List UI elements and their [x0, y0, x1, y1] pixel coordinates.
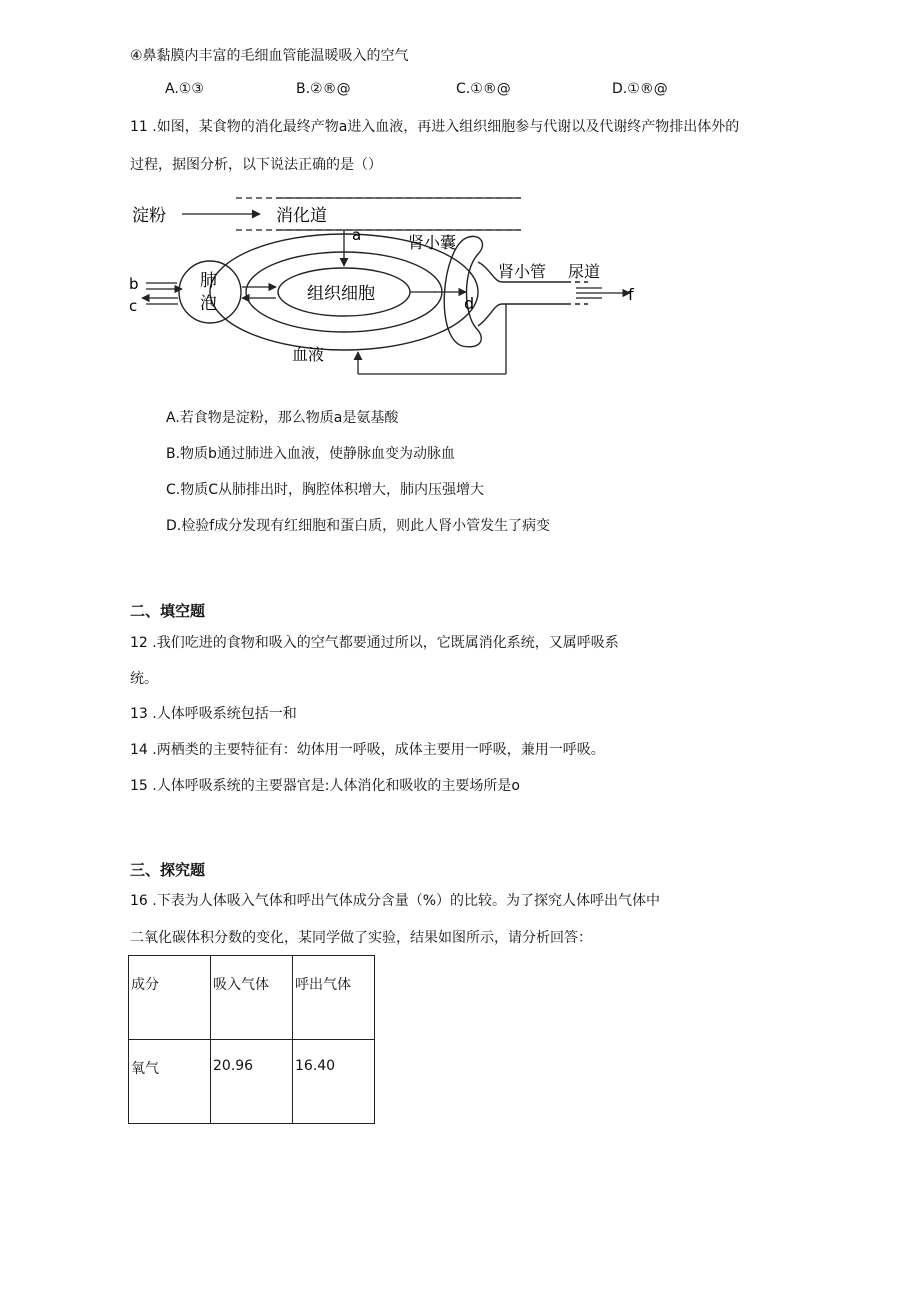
f-label: f	[628, 285, 634, 304]
table-cell: 20.96	[211, 1040, 293, 1124]
q10-option-b[interactable]: B.②®@	[296, 81, 351, 97]
urethra-label: 尿道	[568, 262, 601, 281]
q11-option-b[interactable]: B.物质b通过肺进入血液，使静脉血变为动脉血	[166, 446, 455, 462]
q11-option-d[interactable]: D.检验f成分发现有红细胞和蛋白质，则此人肾小管发生了病变	[166, 518, 551, 534]
table-header-cell: 成分	[129, 956, 211, 1040]
q10-item4: ④鼻黏膜内丰富的毛细血管能温暖吸入的空气	[130, 48, 409, 64]
q16-line2: 二氧化碳体积分数的变化，某同学做了实验，结果如图所示，请分析回答：	[130, 930, 592, 946]
q11-option-c[interactable]: C.物质C从肺排出时，胸腔体积增大，肺内压强增大	[166, 482, 484, 498]
starch-label: 淀粉	[132, 206, 166, 226]
a-label: a	[352, 226, 362, 244]
table-header-cell: 呼出气体	[293, 956, 375, 1040]
q11-option-a[interactable]: A.若食物是淀粉，那么物质a是氨基酸	[166, 410, 399, 426]
b-label: b	[129, 275, 139, 293]
digestive-tract-label: 消化道	[276, 206, 327, 226]
d-label: d	[464, 294, 475, 313]
table-row	[129, 1040, 375, 1124]
alveolus-label-2: 泡	[200, 294, 217, 314]
metabolism-diagram	[126, 190, 646, 380]
q12-line2: 统。	[130, 671, 158, 687]
q15: 15 .人体呼吸系统的主要器官是:人体消化和吸收的主要场所是o	[130, 778, 520, 794]
q11-stem-line1: 11 .如图，某食物的消化最终产物a进入血液，再进入组织细胞参与代谢以及代谢终产物排出体外的	[130, 119, 740, 135]
q10-option-a[interactable]: A.①③	[165, 81, 204, 97]
gas-composition-table	[128, 955, 375, 1124]
q11-stem-line2: 过程，据图分析，以下说法正确的是（）	[130, 157, 382, 173]
q10-option-c[interactable]: C.①®@	[456, 81, 511, 97]
q12-line1: 12 .我们吃进的食物和吸入的空气都要通过所以，它既属消化系统，又属呼吸系	[130, 635, 619, 651]
table-header-cell: 吸入气体	[211, 956, 293, 1040]
blood-label: 血液	[292, 345, 325, 364]
tissue-cell-label: 组织细胞	[307, 284, 375, 304]
q13: 13 .人体呼吸系统包括一和	[130, 706, 297, 722]
c-label: c	[129, 297, 138, 315]
table-cell: 氧气	[129, 1040, 211, 1124]
q14: 14 .两栖类的主要特征有：幼体用一呼吸，成体主要用一呼吸，兼用一呼吸。	[130, 742, 605, 758]
q16-line1: 16 .下表为人体吸入气体和呼出气体成分含量（%）的比较。为了探究人体呼出气体中	[130, 893, 661, 909]
table-cell: 16.40	[293, 1040, 375, 1124]
renal-capsule-label: 肾小囊	[408, 233, 457, 252]
alveolus-label-1: 肺	[200, 271, 217, 291]
q10-option-d[interactable]: D.①®@	[612, 81, 668, 97]
table-header-row	[129, 956, 375, 1040]
section-inquiry-heading: 三、探究题	[130, 861, 206, 879]
renal-tubule-label: 肾小管	[498, 262, 547, 281]
section-fill-in-heading: 二、填空题	[130, 602, 206, 620]
